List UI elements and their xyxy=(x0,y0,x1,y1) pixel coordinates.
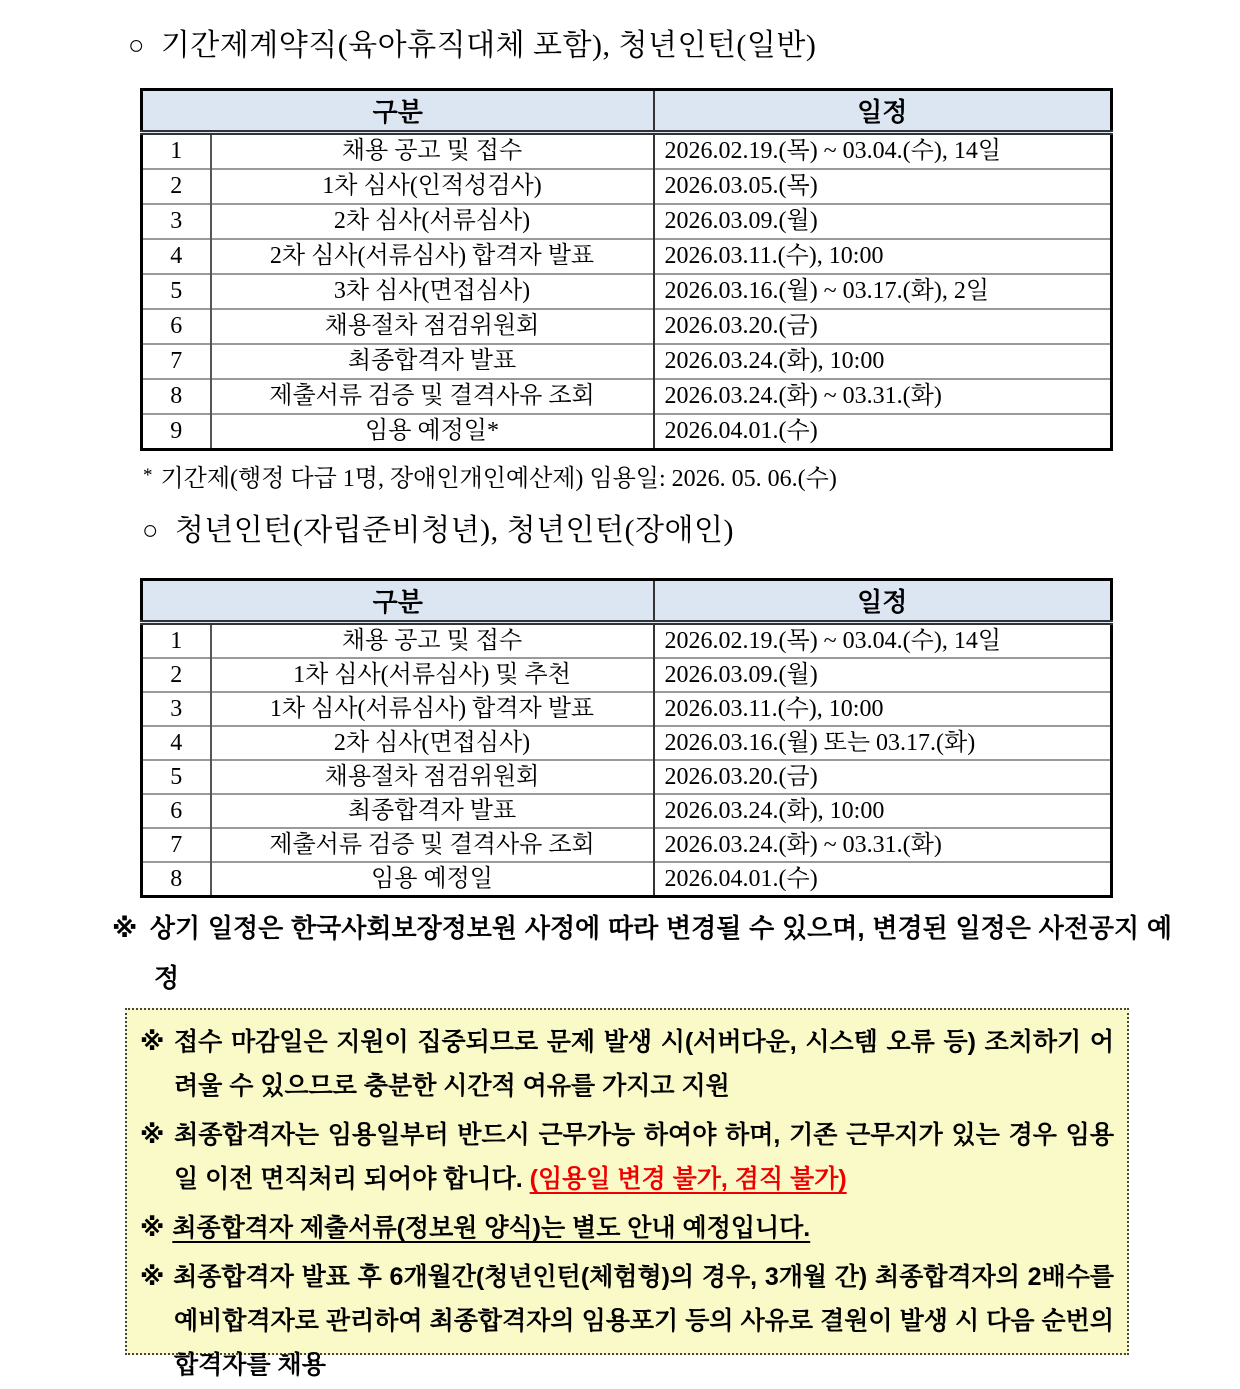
reference-mark: ※ xyxy=(140,1121,167,1149)
notice-box xyxy=(125,1008,1129,1379)
row-number: 5 xyxy=(142,274,211,309)
table-row xyxy=(142,658,1112,692)
section2-heading xyxy=(142,505,734,549)
notice-text-segment: 최종합격자 제출서류(정보원 양식)는 별도 안내 예정입니다. xyxy=(172,1214,811,1242)
table-row xyxy=(142,828,1112,862)
circle-bullet-icon: ○ xyxy=(128,30,145,60)
row-category: 채용 공고 및 접수 xyxy=(211,133,654,170)
section1-heading xyxy=(128,20,816,64)
row-category: 1차 심사(인적성검사) xyxy=(211,169,654,204)
notice-item xyxy=(140,1113,1114,1201)
reference-mark: ※ xyxy=(140,1263,166,1291)
table-row xyxy=(142,794,1112,828)
row-schedule: 2026.03.09.(월) xyxy=(654,204,1112,239)
row-schedule: 2026.03.24.(화) ~ 03.31.(화) xyxy=(654,828,1112,862)
notice-item xyxy=(140,1206,1114,1250)
row-category: 최종합격자 발표 xyxy=(211,794,654,828)
row-schedule: 2026.03.11.(수), 10:00 xyxy=(654,239,1112,274)
notice-text-segment: 접수 마감일은 지원이 집중되므로 문제 발생 시(서버다운, 시스템 오류 등) 조치하기 어려울 수 있으므로 충분한 시간적 여유를 가지고 지원 xyxy=(174,1028,1114,1100)
row-number: 3 xyxy=(142,204,211,239)
row-category: 채용절차 점검위원회 xyxy=(211,309,654,344)
row-schedule: 2026.03.09.(월) xyxy=(654,658,1112,692)
row-number: 1 xyxy=(170,138,183,165)
table-row xyxy=(142,169,1112,204)
row-category: 임용 예정일 xyxy=(211,862,654,897)
table-header-row xyxy=(142,580,1112,623)
table-header-row xyxy=(142,90,1112,133)
row-number: 3 xyxy=(142,692,211,726)
row-schedule: 2026.03.16.(월) ~ 03.17.(화), 2일 xyxy=(654,274,1112,309)
table-row xyxy=(142,344,1112,379)
reference-mark: ※ xyxy=(112,913,138,943)
row-category: 최종합격자 발표 xyxy=(211,344,654,379)
schedule-change-note-text: 상기 일정은 한국사회보장정보원 사정에 따라 변경될 수 있으며, 변경된 일정은 사전공지 예정 xyxy=(149,913,1172,993)
table-row xyxy=(142,692,1112,726)
circle-bullet-icon: ○ xyxy=(142,515,159,545)
row-category: 3차 심사(면접심사) xyxy=(211,274,654,309)
table-row xyxy=(142,274,1112,309)
row-number: 8 xyxy=(142,862,211,897)
table-row xyxy=(142,309,1112,344)
reference-mark: ※ xyxy=(140,1214,165,1242)
schedule-change-note xyxy=(112,903,1172,1003)
notice-text-segment: (임용일 변경 불가, 겸직 불가) xyxy=(529,1165,847,1193)
column-header-schedule: 일정 xyxy=(654,580,1112,623)
table-row xyxy=(142,726,1112,760)
row-number: 7 xyxy=(142,344,211,379)
row-schedule: 2026.03.11.(수), 10:00 xyxy=(654,692,1112,726)
table-row xyxy=(142,379,1112,414)
row-category: 2차 심사(면접심사) xyxy=(211,726,654,760)
table-row xyxy=(142,133,1112,170)
notice-item xyxy=(140,1020,1114,1108)
row-schedule: 2026.03.20.(금) xyxy=(654,760,1112,794)
table-row xyxy=(142,204,1112,239)
table-row xyxy=(142,760,1112,794)
notice-text-segment: 최종합격자는 임용일부터 반드시 근무가능 하여야 하며, 기존 근무지가 있는 경우 임용일 이전 면직처리 되어야 합니다. xyxy=(174,1121,1114,1193)
row-schedule: 2026.04.01.(수) xyxy=(654,414,1112,450)
row-category: 제출서류 검증 및 결격사유 조회 xyxy=(211,828,654,862)
row-category: 2차 심사(서류심사) 합격자 발표 xyxy=(211,239,654,274)
schedule-table-general xyxy=(140,88,1113,451)
row-schedule: 2026.02.19.(목) ~ 03.04.(수), 14일 xyxy=(654,133,1112,170)
table-row xyxy=(142,623,1112,659)
row-number: 7 xyxy=(142,828,211,862)
row-schedule: 2026.02.19.(목) ~ 03.04.(수), 14일 xyxy=(654,623,1112,659)
row-category: 채용 공고 및 접수 xyxy=(211,623,654,659)
row-number: 2 xyxy=(142,169,211,204)
row-schedule: 2026.03.16.(월) 또는 03.17.(화) xyxy=(654,726,1112,760)
row-schedule: 2026.04.01.(수) xyxy=(654,862,1112,897)
section2-title: 청년인턴(자립준비청년), 청년인턴(장애인) xyxy=(174,514,734,547)
table-row xyxy=(142,239,1112,274)
section1-title: 기간제계약직(육아휴직대체 포함), 청년인턴(일반) xyxy=(160,29,817,62)
asterisk-mark: * xyxy=(143,465,153,486)
row-category: 1차 심사(서류심사) 및 추천 xyxy=(211,658,654,692)
row-schedule: 2026.03.05.(목) xyxy=(654,169,1112,204)
row-category: 2차 심사(서류심사) xyxy=(211,204,654,239)
table1-footnote xyxy=(143,458,837,493)
row-category: 1차 심사(서류심사) 합격자 발표 xyxy=(211,692,654,726)
row-schedule: 2026.03.24.(화), 10:00 xyxy=(654,794,1112,828)
notice-text-segment: 최종합격자 발표 후 6개월간(청년인턴(체험형)의 경우, 3개월 간) 최종합격자의 2배수를 예비합격자로 관리하여 최종합격자의 임용포기 등의 사유로 결원이 발생 시 다음 순번의 합격자를 채용 xyxy=(173,1263,1114,1379)
column-header-category: 구분 xyxy=(142,580,654,623)
row-number: 2 xyxy=(142,658,211,692)
row-number: 6 xyxy=(142,794,211,828)
row-category: 임용 예정일* xyxy=(211,414,654,450)
row-number: 9 xyxy=(142,414,211,450)
notice-item xyxy=(140,1255,1114,1387)
row-number: 1 xyxy=(170,627,183,654)
table1-body xyxy=(142,133,1112,450)
table-row xyxy=(142,414,1112,450)
row-number: 8 xyxy=(142,379,211,414)
footnote-text: 기간제(행정 다급 1명, 장애인개인예산제) 임용일: 2026. 05. 06.(수) xyxy=(160,466,837,492)
column-header-category: 구분 xyxy=(142,90,654,133)
table2-body xyxy=(142,623,1112,897)
schedule-table-youth-intern xyxy=(140,578,1113,898)
row-number: 4 xyxy=(142,726,211,760)
row-number: 6 xyxy=(142,309,211,344)
row-category: 채용절차 점검위원회 xyxy=(211,760,654,794)
row-schedule: 2026.03.20.(금) xyxy=(654,309,1112,344)
row-number: 5 xyxy=(142,760,211,794)
row-number: 4 xyxy=(142,239,211,274)
row-category: 제출서류 검증 및 결격사유 조회 xyxy=(211,379,654,414)
column-header-schedule: 일정 xyxy=(654,90,1112,133)
row-schedule: 2026.03.24.(화) ~ 03.31.(화) xyxy=(654,379,1112,414)
row-schedule: 2026.03.24.(화), 10:00 xyxy=(654,344,1112,379)
reference-mark: ※ xyxy=(140,1028,167,1056)
table-row xyxy=(142,862,1112,897)
